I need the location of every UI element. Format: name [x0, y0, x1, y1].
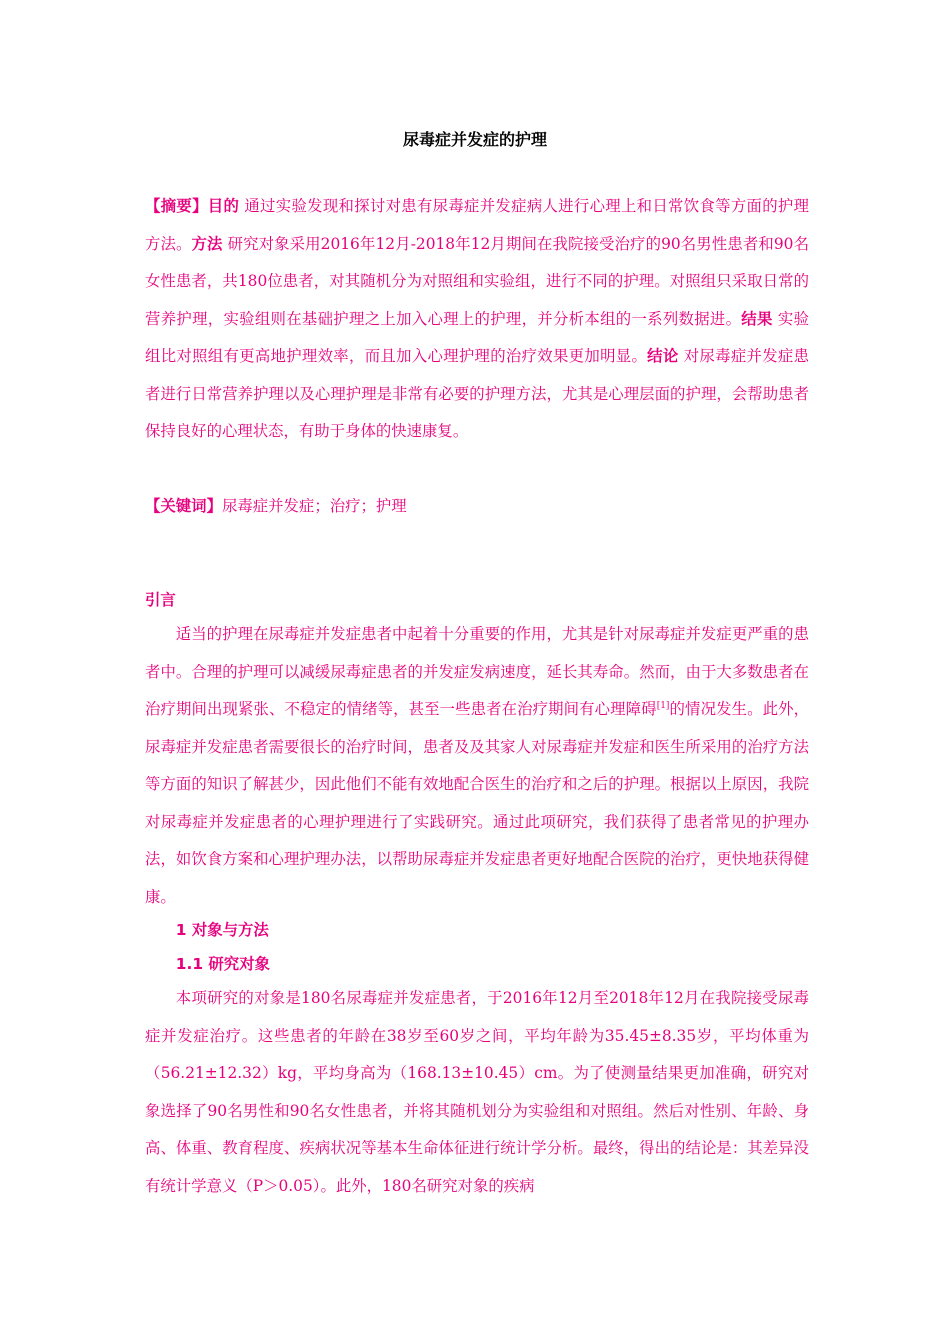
- method-text: 研究对象采用2016年12月-2018年12月期间在我院接受治疗的90名男性患者和90名女性患者，共180位患者，对其随机分为对照组和实验组，进行不同的护理。对照组只采取日常的营养护理，实验组则在基础护理之上加入心理上的护理，并分析本组的一系列数据进。: [145, 234, 809, 328]
- abstract-label: 【摘要】: [145, 197, 208, 215]
- purpose-label: 目的: [207, 197, 240, 215]
- subsection-heading: 1.1 研究对象: [175, 955, 270, 973]
- conclusion-text: 对尿毒症并发症患者进行日常营养护理以及心理护理是非常有必要的护理方法，尤其是心理层面的护理，会帮助患者保持良好的心理状态，有助于身体的快速康复。: [145, 347, 809, 440]
- section-heading: 1 对象与方法: [175, 921, 269, 939]
- result-text: 实验组比对照组有更高地护理效率，而且加入心理护理的治疗效果更加明显。: [145, 309, 809, 365]
- subsection-paragraph: 本项研究的对象是180名尿毒症并发症患者，于2016年12月至2018年12月在我院接受尿毒症并发症治疗。这些患者的年龄在38岁至60岁之间，平均年龄为35.45±8.35岁，平均体重为（56.21±12.32）kg，平均身高为（168.13±10.45）cm。为了使测量结果更加准确，研究对象选择了90名男性和90名女性患者，并将其随机划分为实验组和对照组。然后对性别、年龄、身高、体重、教育程度、疾病状况等基本生命体征进行统计学分析。最终，得出的结论是：其差异没有统计学意义（P＞0.05）。此外，180名研究对象的疾病: [145, 989, 809, 1195]
- keywords-label: 【关键词】: [145, 497, 222, 515]
- abstract: [145, 188, 809, 451]
- purpose-text: 通过实验发现和探讨对患有尿毒症并发症病人进行心理上和日常饮食等方面的护理方法。: [145, 197, 809, 253]
- paper-title: 尿毒症并发症的护理: [402, 130, 547, 149]
- method-label: 方法: [191, 234, 223, 253]
- conclusion-label: 结论: [647, 347, 679, 365]
- intro-text-before-ref: 适当的护理在尿毒症并发症患者中起着十分重要的作用，尤其是针对尿毒症并发症更严重的患者中。合理的护理可以减缓尿毒症患者的并发症发病速度，延长其寿命。然而，由于大多数患者在治疗期间出现紧张、不稳定的情绪等，甚至一些患者在治疗期间有心理障碍: [145, 625, 809, 718]
- intro-heading: 引言: [145, 591, 176, 609]
- intro-text-after-ref: 的情况发生。此外，尿毒症并发症患者需要很长的治疗时间，患者及及其家人对尿毒症并发症和医生所采用的治疗方法等方面的知识了解甚少，因此他们不能有效地配合医生的治疗和之后的护理。根据以上原因，我院对尿毒症并发症患者的心理护理进行了实践研究。通过此项研究，我们获得了患者常见的护理办法，如饮食方案和心理护理办法，以帮助尿毒症并发症患者更好地配合医院的治疗，更快地获得健康。: [145, 700, 809, 906]
- citation-ref: [1]: [656, 700, 670, 711]
- intro-paragraph: [145, 616, 809, 916]
- result-label: 结果: [741, 309, 773, 328]
- keywords-text: 尿毒症并发症；治疗；护理: [221, 497, 407, 515]
- keywords: [145, 488, 809, 526]
